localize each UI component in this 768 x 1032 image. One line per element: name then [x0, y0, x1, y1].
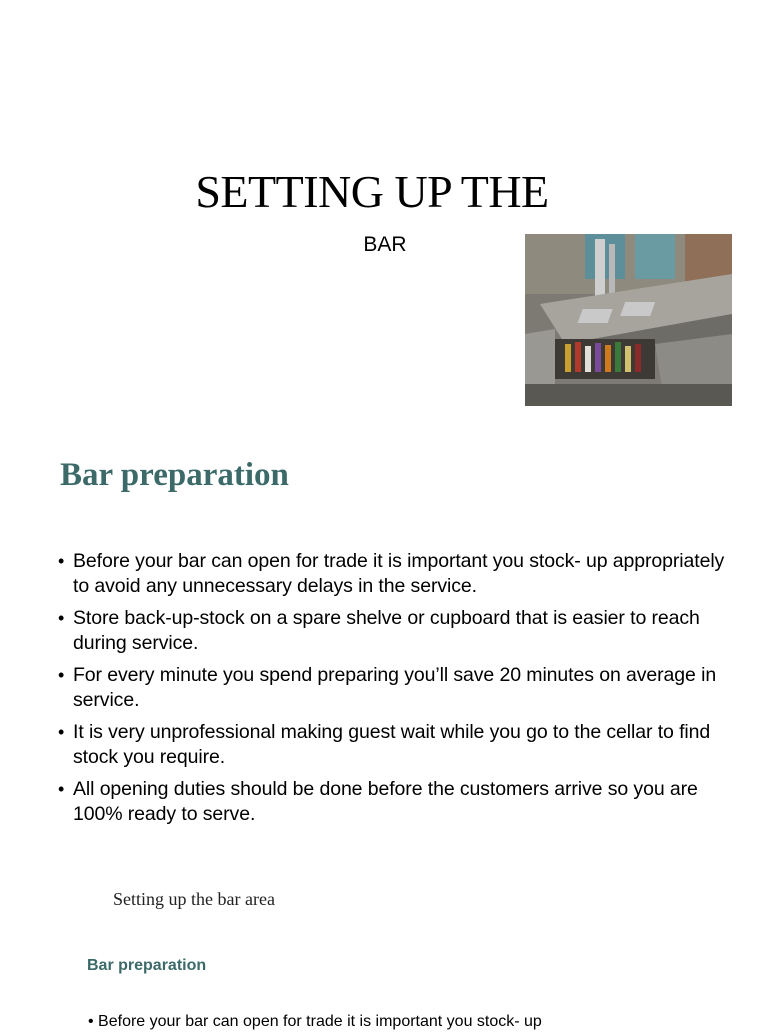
bullet-icon: • — [58, 608, 65, 628]
bar-photo-illustration — [525, 234, 732, 406]
bullet-icon: • — [58, 779, 65, 799]
bullet-icon: • — [58, 665, 65, 685]
next-page-heading: Bar preparation — [87, 957, 207, 974]
list-item: • Before your bar can open for trade it is important you stock- up — [88, 1013, 542, 1030]
list-item — [58, 549, 728, 598]
list-item — [58, 777, 728, 826]
section-heading: Bar preparation — [60, 457, 289, 493]
list-item — [58, 606, 728, 655]
slide-subtitle: BAR — [363, 233, 407, 256]
bullet-icon: • — [58, 722, 65, 742]
next-page-title: Setting up the bar area — [113, 889, 275, 909]
bullet-list — [58, 549, 728, 834]
bullet-text: For every minute you spend preparing you’ll save 20 minutes on average in service. — [73, 664, 717, 711]
slide-title: SETTING UP THE — [195, 166, 549, 217]
bar-photo — [525, 234, 732, 406]
list-item — [58, 720, 728, 769]
list-item — [58, 663, 728, 712]
bullet-text: It is very unprofessional making guest wait while you go to the cellar to find stock you require. — [73, 721, 711, 768]
bullet-text: Before your bar can open for trade it is important you stock- up appropriately to avoid any unnecessary delays in the service. — [73, 550, 725, 597]
next-page-bullets — [88, 1012, 688, 1032]
bullet-text: All opening duties should be done before the customers arrive so you are 100% ready to serve. — [73, 778, 698, 825]
bullet-text: Store back-up-stock on a spare shelve or cupboard that is easier to reach during service. — [73, 607, 700, 654]
bullet-icon: • — [58, 551, 65, 571]
